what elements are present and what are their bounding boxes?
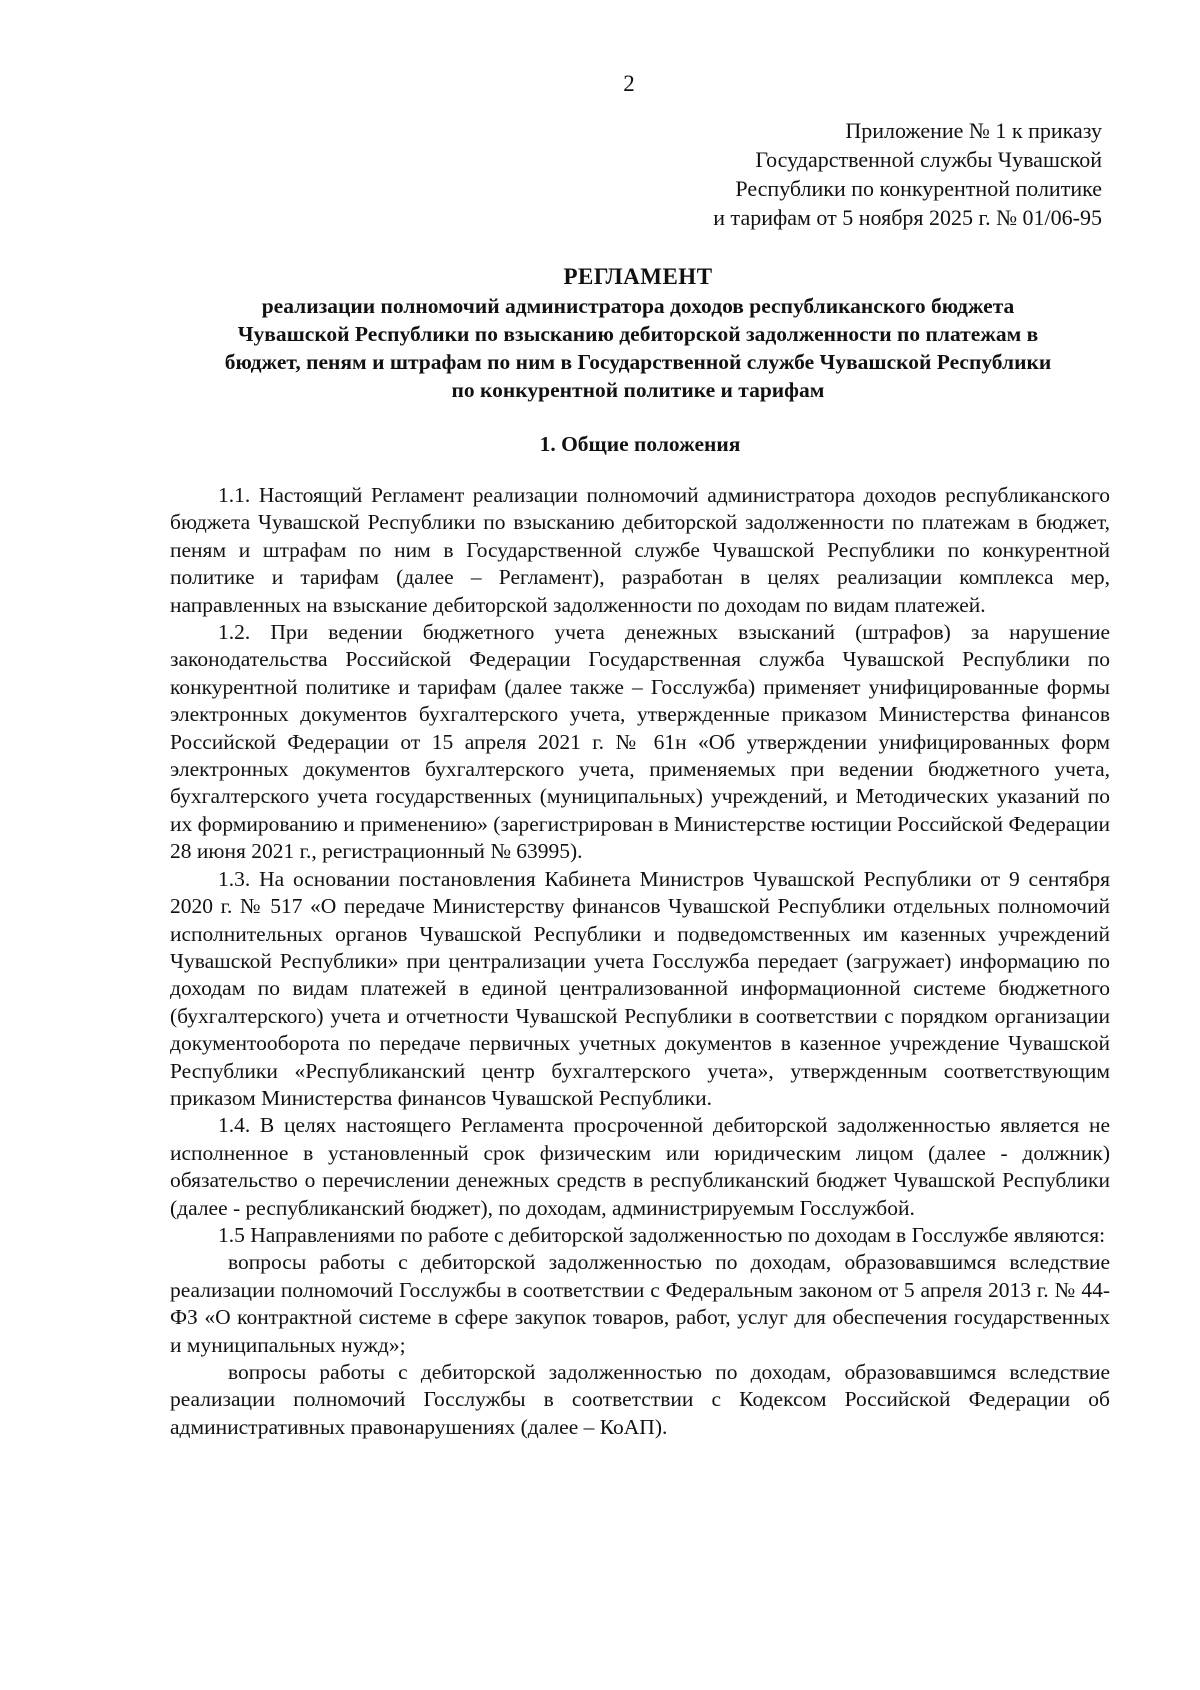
subtitle-line: Чувашской Республики по взысканию дебиторской задолженности по платежам в [237, 322, 1039, 346]
section-heading: 1. Общие положения [539, 432, 741, 456]
document-title: РЕГЛАМЕНТ [563, 264, 713, 289]
appendix-line: Республики по конкурентной политике [735, 176, 1102, 201]
subtitle-line: бюджет, пеням и штрафам по ним в Государственной службе Чувашской Республики [224, 350, 1052, 374]
paragraph-1-3: 1.3. На основании постановления Кабинета Министров Чувашской Республики от 9 сентября 2020 г. № 517 «О передаче Министерству финансов Чувашской Республики отдельных полномочий исполнительных органов Чувашской Республики и подведомственных им казенных учреждений Чувашской Республики» при централизации учета Госслужба передает (загружает) информацию по доходам по видам платежей в единой централизованной информационной системе бюджетного (бухгалтерского) учета и отчетности Чувашской Республики в соответствии с порядком организации документооборота по передаче первичных учетных документов в казенное учреждение Чувашской Республики «Республиканский центр бухгалтерского учета», утвержденным соответствующим приказом Министерства финансов Чувашской Республики. [170, 866, 1110, 1110]
paragraph-1-5: 1.5 Направлениями по работе с дебиторской задолженностью по доходам в Госслужбе являются: [218, 1222, 1106, 1247]
paragraph-1-4: 1.4. В целях настоящего Регламента просроченной дебиторской задолженностью является не исполненное в установленный срок физическим или юридическим лицом (далее - должник) обязательство о перечислении денежных средств в республиканский бюджет Чувашской Республики (далее - республиканский бюджет), по доходам, администрируемым Госслужбой. [170, 1113, 1110, 1220]
document-body [170, 482, 1110, 1441]
appendix-line: Государственной службы Чувашской [755, 147, 1102, 172]
subtitle-line: реализации полномочий администратора доходов республиканского бюджета [261, 294, 1015, 318]
paragraph-1-2: 1.2. При ведении бюджетного учета денежных взысканий (штрафов) за нарушение законодательства Российской Федерации Государственная служба Чувашской Республики по конкурентной политике и тарифам (далее также – Госслужба) применяет унифицированные формы электронных документов бухгалтерского учета, утвержденные приказом Министерства финансов Российской Федерации от 15 апреля 2021 г. № 61н «Об утверждении унифицированных форм электронных документов бухгалтерского учета, применяемых при ведении бюджетного учета, бухгалтерского учета государственных (муниципальных) учреждений, и Методических указаний по их формированию и применению» (зарегистрирован в Министерстве юстиции Российской Федерации 28 июня 2021 г., регистрационный № 63995). [170, 620, 1110, 864]
document-subtitle [170, 292, 1106, 404]
appendix-reference [170, 116, 1102, 232]
paragraph-direction-44fz: вопросы работы с дебиторской задолженностью по доходам, образовавшимся вследствие реализации полномочий Госслужбы в соответствии с Федеральным законом от 5 апреля 2013 г. № 44-ФЗ «О контрактной системе в сфере закупок товаров, работ, услуг для обеспечения государственных и муниципальных нужд»; [170, 1250, 1110, 1357]
appendix-line: и тарифам от 5 ноября 2025 г. № 01/06-95 [713, 205, 1102, 230]
title-block [170, 262, 1106, 404]
page-number: 2 [623, 71, 635, 96]
paragraph-1-1: 1.1. Настоящий Регламент реализации полномочий администратора доходов республиканского бюджета Чувашской Республики по взысканию дебиторской задолженности по платежам в бюджет, пеням и штрафам по ним в Государственной службе Чувашской Республики по конкурентной политике и тарифам (далее – Регламент), разработан в целях реализации комплекса мер, направленных на взыскание дебиторской задолженности по доходам по видам платежей. [170, 483, 1110, 617]
appendix-line: Приложение № 1 к приказу [845, 118, 1102, 143]
paragraph-direction-koap: вопросы работы с дебиторской задолженностью по доходам, образовавшимся вследствие реализации полномочий Госслужбы в соответствии с Кодексом Российской Федерации об административных правонарушениях (далее – КоАП). [170, 1360, 1110, 1439]
document-page [170, 70, 1110, 1670]
subtitle-line: по конкурентной политике и тарифам [451, 378, 825, 402]
